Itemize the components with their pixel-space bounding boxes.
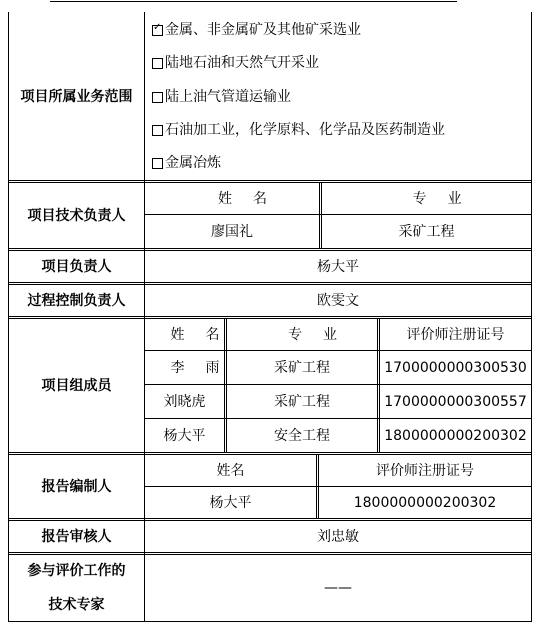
reviewer-label: 报告审核人 bbox=[41, 528, 112, 545]
scope-option-label: 金属、非金属矿及其他矿采选业 bbox=[165, 22, 361, 38]
member-cert: 1700000000300557 bbox=[384, 393, 527, 410]
member-cert: 1800000000200302 bbox=[384, 427, 527, 444]
tech-lead-name: 廖国礼 bbox=[211, 223, 253, 240]
member-major: 采矿工程 bbox=[274, 359, 330, 376]
member-name: 李雨 bbox=[170, 359, 241, 376]
scope-option-label: 陆上油气管道运输业 bbox=[165, 89, 291, 105]
process-lead-value: 欧雯文 bbox=[317, 292, 359, 309]
author-cert-header: 评价师注册证号 bbox=[376, 462, 474, 479]
tech-lead-major: 采矿工程 bbox=[398, 223, 455, 240]
scope-option-1[interactable] bbox=[152, 20, 361, 40]
member-major: 安全工程 bbox=[274, 427, 330, 444]
author-name: 杨大平 bbox=[209, 494, 252, 511]
project-lead-value: 杨大平 bbox=[317, 258, 359, 275]
tech-lead-label: 项目技术负责人 bbox=[27, 208, 126, 224]
scope-option-2[interactable] bbox=[152, 53, 319, 73]
scope-option-4[interactable] bbox=[152, 120, 445, 140]
process-lead-label: 过程控制负责人 bbox=[27, 292, 126, 309]
checkbox-icon[interactable] bbox=[152, 58, 163, 69]
author-label: 报告编制人 bbox=[41, 478, 112, 495]
scope-option-label: 陆地石油和天然气开采业 bbox=[165, 55, 319, 71]
tech-lead-major-header: 专业 bbox=[412, 190, 483, 207]
member-name: 刘晓虎 bbox=[163, 393, 206, 410]
author-cert: 1800000000200302 bbox=[353, 494, 497, 511]
member-cert: 1700000000300530 bbox=[384, 359, 527, 376]
members-name-header: 姓名 bbox=[170, 326, 241, 343]
reviewer-value: 刘忠敏 bbox=[317, 528, 359, 545]
scope-option-label: 金属冶炼 bbox=[165, 155, 221, 171]
members-cert-header: 评价师注册证号 bbox=[406, 326, 505, 343]
project-lead-label: 项目负责人 bbox=[41, 258, 112, 275]
tech-lead-name-header: 姓名 bbox=[218, 190, 288, 207]
member-name: 杨大平 bbox=[163, 427, 206, 444]
scope-option-5[interactable] bbox=[152, 153, 221, 173]
experts-label-line1: 参与评价工作的 bbox=[27, 563, 126, 579]
checkbox-checked-icon[interactable]: ✓ bbox=[152, 25, 163, 36]
members-label: 项目组成员 bbox=[41, 377, 112, 394]
members-major-header: 专业 bbox=[288, 326, 358, 343]
author-name-header: 姓名 bbox=[216, 462, 245, 479]
checkbox-icon[interactable] bbox=[152, 125, 163, 136]
experts-label-line2: 技术专家 bbox=[48, 597, 105, 613]
experts-value: —— bbox=[324, 580, 352, 596]
scope-label: 项目所属业务范围 bbox=[20, 88, 133, 105]
checkbox-icon[interactable] bbox=[152, 158, 163, 169]
member-major: 采矿工程 bbox=[274, 393, 330, 410]
scope-option-3[interactable] bbox=[152, 87, 291, 107]
checkbox-icon[interactable] bbox=[152, 92, 163, 103]
scope-option-label: 石油加工业，化学原料、化学品及医药制造业 bbox=[165, 122, 445, 138]
